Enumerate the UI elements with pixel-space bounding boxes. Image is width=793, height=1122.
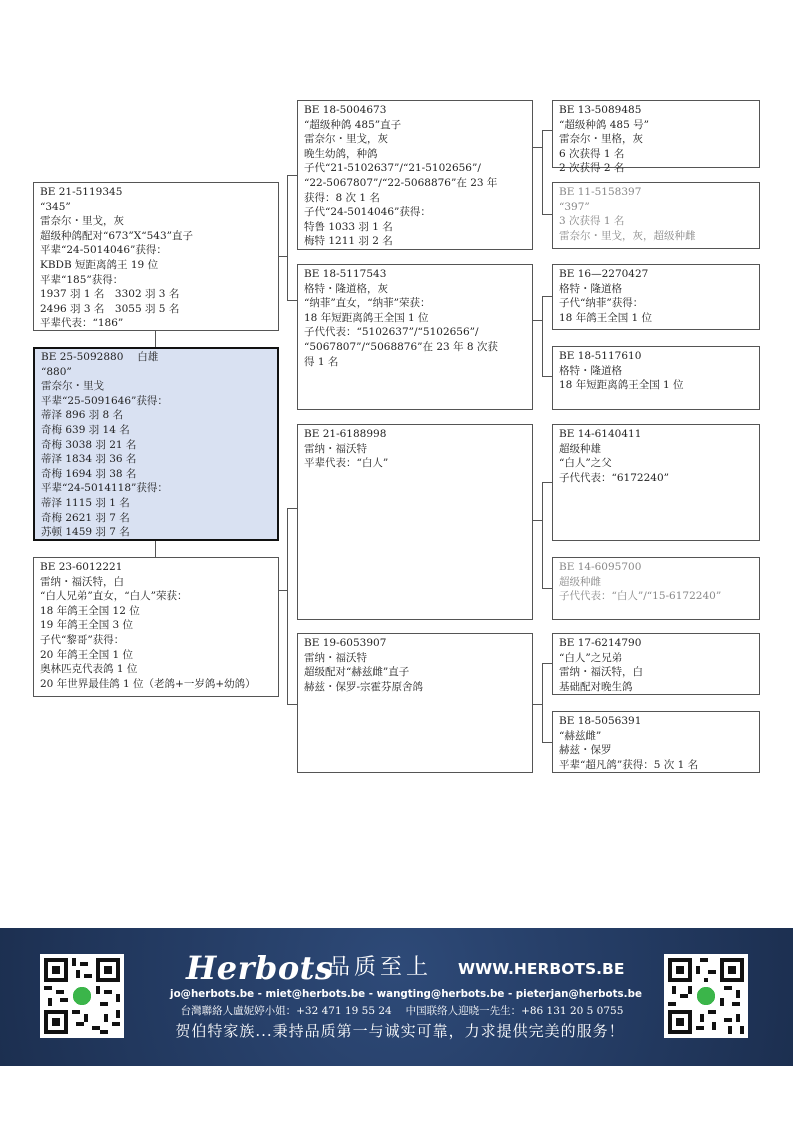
pedigree-line: 奇梅 3038 羽 21 名 — [41, 438, 137, 451]
pedigree-line: 雷纳・福沃特，白 — [559, 666, 643, 679]
pedigree-line: 子代“21-5102637”/“21-5102656”/ — [304, 162, 481, 175]
pedigree-line: “5067807”/“5068876”在 23 年 8 次获 — [304, 340, 498, 353]
pedigree-line: 平辈代表：“186” — [40, 317, 124, 330]
ring-number: BE 21-5119345 — [40, 186, 123, 198]
pedigree-line: 3 次获得 1 名 — [559, 215, 625, 228]
ring-number: BE 18-5056391 — [559, 715, 642, 727]
ring-number: BE 11-5158397 — [559, 186, 642, 198]
pedigree-line: 18 年鸽王全国 12 位 — [40, 604, 140, 617]
brand-slogan: 品质至上 — [328, 955, 433, 980]
pedigree-line: 平辈“185”获得： — [40, 273, 124, 286]
dam-box — [33, 557, 279, 697]
pedigree-line: 赫兹・保罗 — [559, 744, 612, 757]
pedigree-line: 雷奈尔・里戈 — [41, 380, 104, 393]
ring-number: BE 14-6140411 — [559, 428, 642, 440]
pedigree-line: 蒂泽 896 羽 8 名 — [41, 409, 124, 422]
pedigree-line: 子代代表：“6172240” — [559, 471, 669, 484]
ggp8-box — [552, 711, 760, 773]
sire-box — [33, 182, 279, 331]
sire-dam-box — [297, 264, 533, 410]
pedigree-line: 子代“黎哥”获得： — [40, 633, 125, 646]
pedigree-line: 雷纳・福沃特，白 — [40, 575, 124, 588]
pedigree-line: 子代“24-5014046”获得： — [304, 206, 431, 219]
pedigree-line: 梅特 1211 羽 2 名 — [304, 235, 393, 248]
pedigree-line: “880” — [41, 365, 72, 378]
pedigree-line: 雷奈尔・里格，灰 — [559, 133, 643, 146]
ring-number: BE 18-5004673 — [304, 104, 387, 116]
pedigree-line: 格特・隆道格 — [559, 282, 622, 295]
pedigree-line: 雷纳・福沃特 — [304, 442, 367, 455]
pedigree-line: 超级种鸽配对“673”X“543”直子 — [40, 229, 194, 242]
pedigree-line: 得 1 名 — [304, 355, 339, 368]
pedigree-line: 奥林匹克代表鸽 1 位 — [40, 663, 138, 676]
pedigree-line: 雷奈尔・里戈，灰，超级种雌 — [559, 229, 696, 242]
pedigree-line: 平辈“24-5014118”获得： — [41, 482, 168, 495]
pedigree-line: 超级种雌 — [559, 575, 601, 588]
pedigree-line: “22-5067807”/“22-5068876”在 23 年 — [304, 176, 498, 189]
pedigree-line: 苏顿 1459 羽 7 名 — [41, 526, 130, 539]
ring-number: BE 21-6188998 — [304, 428, 387, 440]
footer-banner — [0, 928, 793, 1066]
ring-number: BE 23-6012221 — [40, 561, 123, 573]
pedigree-line: 2496 羽 3 名 3055 羽 5 名 — [40, 302, 180, 315]
pedigree-line: 获得：8 次 1 名 — [304, 191, 380, 204]
pedigree-line: “超级种鸽 485 号” — [559, 118, 649, 131]
ring-number: BE 16—2270427 — [559, 268, 649, 280]
ggp3-box — [552, 264, 760, 330]
pedigree-line: “赫兹雌” — [559, 729, 602, 742]
herbots-logo: Herbots — [186, 949, 334, 987]
ring-number: BE 13-5089485 — [559, 104, 642, 116]
pedigree-line: “白人兄弟”直女，“白人”荣获： — [40, 590, 188, 603]
pedigree-line: 特鲁 1033 羽 1 名 — [304, 220, 393, 233]
pedigree-line: “白人”之兄弟 — [559, 651, 623, 664]
pedigree-line: 18 年鸽王全国 1 位 — [559, 311, 653, 324]
pedigree-line: “白人”之父 — [559, 457, 612, 470]
email-list[interactable]: jo@herbots.be - miet@herbots.be - wangting@herbots.be - pieterjan@herbots.be — [170, 988, 642, 1000]
sire-sire-box — [297, 100, 533, 250]
pedigree-line: 奇梅 639 羽 14 名 — [41, 423, 130, 436]
pedigree-line: 子代代表：“白人”/“15-6172240” — [559, 590, 722, 603]
pedigree-line: 18 年短距离鸽王全国 1 位 — [304, 311, 429, 324]
pedigree-line: 子代代表：“5102637”/“5102656”/ — [304, 326, 479, 339]
family-tagline: 贺伯特家族...秉持品质第一与诚实可靠，力求提供完美的服务！ — [175, 1022, 625, 1040]
pedigree-line: 18 年短距离鸽王全国 1 位 — [559, 379, 684, 392]
ggp6-box — [552, 557, 760, 620]
pedigree-line: 基础配对晚生鸽 — [559, 680, 633, 693]
pedigree-line: 2 次获得 2 名 — [559, 162, 625, 175]
pedigree-line: 奇梅 1694 羽 38 名 — [41, 467, 137, 480]
pedigree-line: 雷奈尔・里戈，灰 — [304, 133, 388, 146]
ring-number: BE 18-5117543 — [304, 268, 387, 280]
pedigree-line: 6 次获得 1 名 — [559, 147, 625, 160]
qr-code-left-icon — [40, 954, 124, 1038]
dam-dam-box — [297, 633, 533, 773]
pedigree-line: 子代“纳菲”获得： — [559, 297, 644, 310]
pedigree-line: 19 年鸽王全国 3 位 — [40, 619, 134, 632]
pedigree-line: 奇梅 2621 羽 7 名 — [41, 511, 130, 524]
pedigree-line: 格特・隆道格，灰 — [304, 282, 388, 295]
qr-code-right-icon — [664, 954, 748, 1038]
ring-number: BE 25-5092880 白雄 — [41, 351, 159, 363]
pedigree-line: 1937 羽 1 名 3302 羽 3 名 — [40, 288, 180, 301]
ggp2-box — [552, 182, 760, 249]
ggp5-box — [552, 424, 760, 541]
brand-row — [186, 950, 626, 986]
dam-sire-box — [297, 424, 533, 620]
pedigree-line: KBDB 短距离鸽王 19 位 — [40, 258, 159, 271]
pedigree-line: “纳菲”直女，“纳菲”荣获： — [304, 297, 431, 310]
ring-number: BE 17-6214790 — [559, 637, 642, 649]
pedigree-line: 蒂泽 1834 羽 36 名 — [41, 453, 137, 466]
pedigree-line: 雷奈尔・里戈，灰 — [40, 215, 124, 228]
pedigree-line: 晚生幼鸽，种鸽 — [304, 147, 378, 160]
ring-number: BE 14-6095700 — [559, 561, 642, 573]
pedigree-line: 平辈“24-5014046”获得： — [40, 244, 167, 257]
pedigree-line: 超级种雄 — [559, 442, 601, 455]
pedigree-line: 平辈代表：“白人” — [304, 457, 389, 470]
ring-number: BE 19-6053907 — [304, 637, 387, 649]
pedigree-line: 格特・隆道格 — [559, 364, 622, 377]
ring-number: BE 18-5117610 — [559, 350, 642, 362]
pedigree-line: “397” — [559, 200, 590, 213]
pedigree-line: 20 年鸽王全国 1 位 — [40, 648, 134, 661]
ggp4-box — [552, 346, 760, 410]
pedigree-line: 超级配对“赫兹雌”直子 — [304, 666, 410, 679]
subject-box — [33, 347, 279, 541]
website-link[interactable]: WWW.HERBOTS.BE — [458, 960, 625, 978]
pedigree-line: 平辈“25-5091646”获得： — [41, 394, 168, 407]
contact-line: 台灣聯絡人盧妮婷小姐：+32 471 19 55 24 中国联络人迎晓一先生：+86 131 20 5 0755 — [180, 1005, 624, 1017]
pedigree-line: “超级种鸽 485”直子 — [304, 118, 402, 131]
pedigree-line: “345” — [40, 200, 71, 213]
pedigree-line: 20 年世界最佳鸽 1 位（老鸽+一岁鸽+幼鸽） — [40, 677, 256, 690]
pedigree-line: 蒂泽 1115 羽 1 名 — [41, 496, 130, 509]
ggp1-box — [552, 100, 760, 175]
pedigree-line: 赫兹・保罗-宗霍芬原舍鸽 — [304, 680, 424, 693]
ggp7-box — [552, 633, 760, 695]
pedigree-line: 平辈“超凡鸽”获得：5 次 1 名 — [559, 758, 699, 771]
pedigree-line: 雷纳・福沃特 — [304, 651, 367, 664]
